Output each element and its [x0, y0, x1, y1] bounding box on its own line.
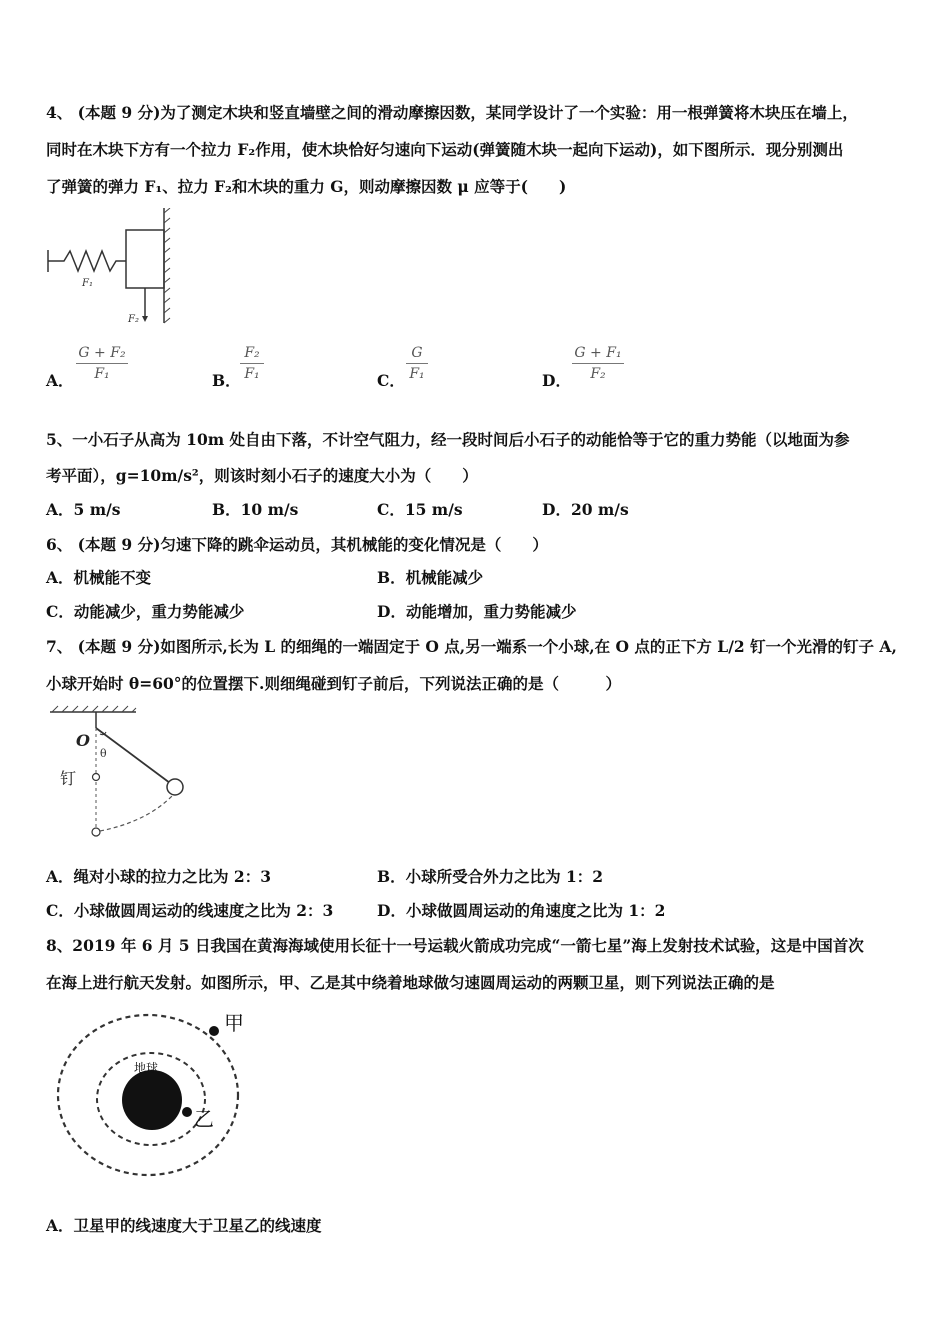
q8-line1: 8、2019 年 6 月 5 日我国在黄海海域使用长征十一号运载火箭成功完成“一箭七星”海上发射技术试验，这是中国首次 — [46, 936, 864, 955]
q5-option-d[interactable]: D．20 m/s — [542, 500, 629, 519]
yi-label: 乙 — [194, 1107, 214, 1131]
pendulum-figure — [46, 704, 216, 844]
o-label: O — [76, 731, 90, 750]
earth-label: 地球 — [134, 1061, 159, 1075]
q5-option-b[interactable]: B．10 m/s — [212, 500, 299, 519]
q5-line2: 考平面），g=10m/s²，则该时刻小石子的速度大小为（ ） — [46, 466, 478, 485]
q4-option-c-letter[interactable]: C． — [377, 371, 405, 390]
q6-option-a[interactable]: A．机械能不变 — [46, 568, 152, 587]
theta-label: θ — [100, 747, 107, 760]
q4-line3: 了弹簧的弹力 F₁、拉力 F₂和木块的重力 G，则动摩擦因数 μ 应等于( ) — [46, 177, 567, 196]
q4-option-d-letter[interactable]: D． — [542, 371, 571, 390]
q4-option-c-fraction: G F₁ — [406, 345, 428, 382]
q7-option-d[interactable]: D．小球做圆周运动的角速度之比为 1：2 — [377, 901, 666, 920]
q5-option-c[interactable]: C．15 m/s — [377, 500, 463, 519]
q7-option-a[interactable]: A．绳对小球的拉力之比为 2：3 — [46, 867, 271, 886]
q8-line2: 在海上进行航天发射。如图所示，甲、乙是其中绕着地球做匀速圆周运动的两颗卫星，则下列说法正确的是 — [46, 973, 775, 992]
q6-option-c[interactable]: C．动能减少，重力势能减少 — [46, 602, 245, 621]
q4-line2: 同时在木块下方有一个拉力 F₂作用，使木块恰好匀速向下运动(弹簧随木块一起向下运动)，如下图所示．现分别测出 — [46, 140, 844, 159]
q5-line1: 5、一小石子从高为 10m 处自由下落，不计空气阻力，经一段时间后小石子的动能恰等于它的重力势能（以地面为参 — [46, 430, 850, 449]
q6-option-b[interactable]: B．机械能减少 — [377, 568, 484, 587]
q7-line2: 小球开始时 θ=60°的位置摆下.则细绳碰到钉子前后，下列说法正确的是（ ） — [46, 674, 621, 693]
q4-option-b-fraction: F₂ F₁ — [240, 345, 264, 382]
q4-line1: 4、 (本题 9 分)为了测定木块和竖直墙壁之间的滑动摩擦因数，某同学设计了一个实验：用一根弹簧将木块压在墙上， — [46, 103, 858, 122]
q6-option-d[interactable]: D．动能增加，重力势能减少 — [377, 602, 577, 621]
jia-label: 甲 — [224, 1011, 244, 1035]
q7-option-b[interactable]: B．小球所受合外力之比为 1：2 — [377, 867, 604, 886]
q4-option-a-fraction: G + F₂ F₁ — [76, 345, 128, 382]
spring-block-figure — [46, 208, 176, 328]
f2-label: F₂ — [128, 314, 139, 325]
orbit-figure — [54, 1006, 264, 1178]
q4-option-b-letter[interactable]: B． — [212, 371, 241, 390]
nail-label: 钉 — [60, 769, 77, 788]
q7-option-c[interactable]: C．小球做圆周运动的线速度之比为 2：3 — [46, 901, 334, 920]
q8-option-a[interactable]: A．卫星甲的线速度大于卫星乙的线速度 — [46, 1216, 322, 1235]
q6-line1: 6、 (本题 9 分)匀速下降的跳伞运动员，其机械能的变化情况是（ ） — [46, 535, 548, 554]
q7-line1: 7、 (本题 9 分)如图所示,长为 L 的细绳的一端固定于 O 点,另一端系一个小球,在 O 点的正下方 L/2 钉一个光滑的钉子 A, — [46, 637, 897, 656]
q4-option-a-letter[interactable]: A． — [46, 371, 74, 390]
q4-option-d-fraction: G + F₁ F₂ — [572, 345, 624, 382]
q5-option-a[interactable]: A．5 m/s — [46, 500, 121, 519]
f1-label: F₁ — [82, 278, 93, 289]
